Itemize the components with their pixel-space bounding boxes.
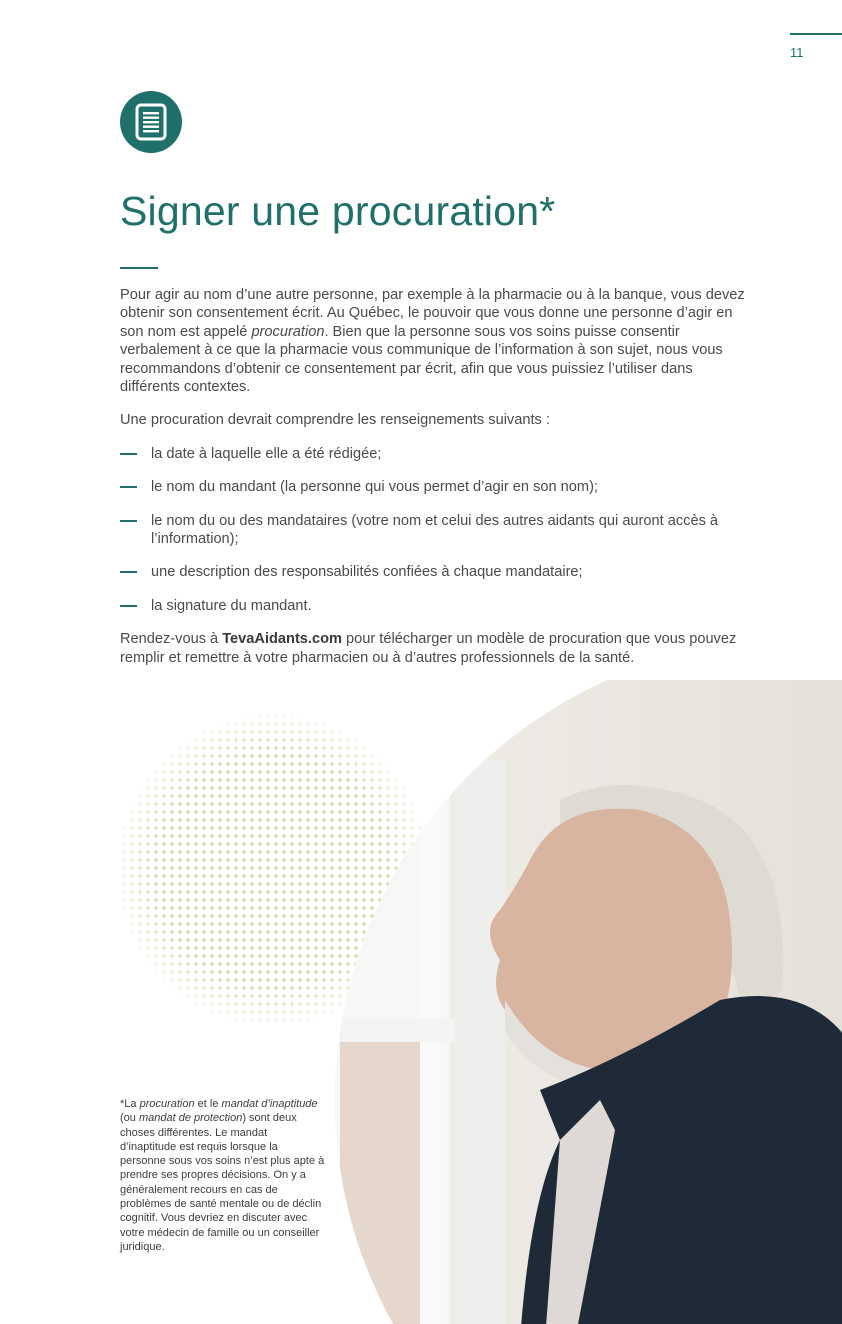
intro-term: procuration: [251, 323, 325, 340]
list-item: le nom du mandant (la personne qui vous permet d’agir en son nom);: [120, 478, 745, 496]
intro-paragraph: Pour agir au nom d’une autre personne, par exemple à la pharmacie ou à la banque, vous devez obtenir son consentement écrit. Au Québec, le pouvoir que vous donne une personne d’agir en son nom est appelé procuration. Bien que la personne sous vos soins puisse consentir verbalement à ce que la pharmacie vous communique de l’information à son sujet, nous vous recommandons d’obtenir ce consentement par écrit, afin que vous puissiez l’utiliser dans différents contextes.: [120, 287, 745, 396]
closing-paragraph: Rendez-vous à TevaAidants.com pour télécharger un modèle de procuration que vous pouvez remplir et remettre à votre pharmacien ou à d’autres professionnels de la santé.: [120, 631, 737, 666]
page-number: 11: [790, 45, 804, 60]
list-item: la signature du mandant.: [120, 597, 745, 615]
list-intro: Une procuration devrait comprendre les renseignements suivants :: [120, 412, 550, 429]
dash-bullet: [120, 453, 137, 455]
dash-bullet: [120, 605, 137, 607]
page-title: Signer une procuration*: [120, 188, 556, 234]
dash-bullet: [120, 486, 137, 488]
list-item: la date à laquelle elle a été rédigée;: [120, 445, 745, 463]
footnote: *La procuration et le mandat d’inaptitude (ou mandat de protection) sont deux choses différentes. Le mandat d’inaptitude est requis lorsque la personne sous vos soins n’est plus apte à prendre ses propres décisions. On y a généralement recours en cas de problèmes de santé mentale ou de déclin cognitif. Vous devriez en discuter avec votre médecin de famille ou un conseiller juridique.: [120, 1098, 325, 1253]
page-number-rule: [790, 33, 842, 35]
dash-bullet: [120, 571, 137, 573]
document-icon: [120, 91, 182, 153]
requirements-list: [120, 445, 745, 615]
website-link[interactable]: TevaAidants.com: [222, 631, 342, 648]
list-item: une description des responsabilités confiées à chaque mandataire;: [120, 563, 745, 581]
title-underline: [120, 267, 158, 269]
body-text: [120, 286, 745, 682]
list-item: le nom du ou des mandataires (votre nom et celui des autres aidants qui auront accès à l’information);: [120, 512, 745, 549]
dash-bullet: [120, 520, 137, 522]
